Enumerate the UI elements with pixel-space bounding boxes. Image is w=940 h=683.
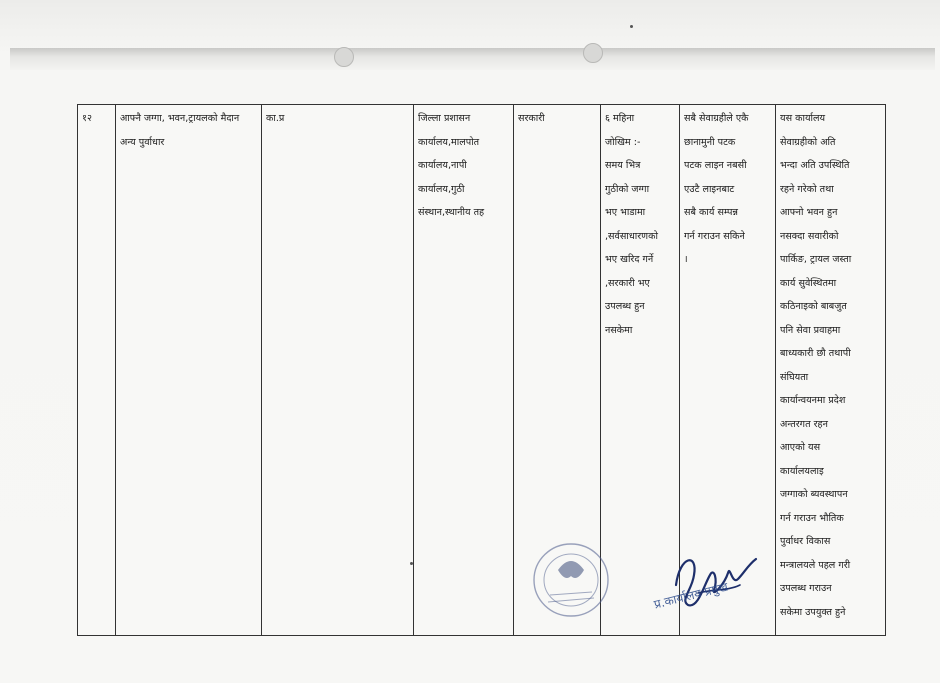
remarks-cell xyxy=(776,105,886,636)
office-head-stamp-text: प्र.कार्यालय प्रमुख xyxy=(652,579,730,612)
scan-speck xyxy=(410,562,413,565)
scan-speck xyxy=(630,25,633,28)
subject-text: आफ्नै जग्गा, भवन,ट्रायलको मैदान अन्य पुर्वाधार xyxy=(120,113,240,148)
serial-number: १२ xyxy=(82,113,92,124)
remarks-text: यस कार्यालय सेवाग्रहीको अति भन्दा अति उपस्थिति रहने गरेको तथा आफ्नो भवन हुन नसक्दा सवारीको पार्किङ, ट्रायल जस्ता कार्य सुवेस्थितमा कठिनाइको बाबजुत पनि सेवा प्रवाहमा बाध्यकारी छौ तथापी संघियता कार्यान्वयनमा प्रदेश अन्तरगत रहन आएको यस कार्यालयलाइ जग्गाको ब्यवस्थापन गर्न गराउन भौतिक पुर्वाधर विकास मन्त्रालयले पहल गरी उपलब्ध गराउन सकेमा उपयुक्त हुने xyxy=(780,113,852,618)
punch-hole-left xyxy=(334,47,354,67)
code-cell xyxy=(262,105,414,636)
impact-text: सबै सेवाग्रहीले एकै छानामुनी पटक पटक लाइन नबसी एउटै लाइनबाट सबै कार्य सम्पन्न गर्न गराउन सकिने । xyxy=(684,113,749,265)
type-text: सरकारी xyxy=(518,113,545,124)
subject-cell xyxy=(116,105,262,636)
serial-cell xyxy=(78,105,116,636)
scan-shadow-band xyxy=(10,48,935,70)
risk-text: ६ महिना जोखिम :- समय भित्र गुठीको जग्गा भए भाडामा ,सर्वसाधारणको भए खरिद गर्ने ,सरकारी भए उपलब्ध हुन नसकेमा xyxy=(605,113,658,336)
code-text: का.प्र xyxy=(266,113,285,124)
office-seal-stamp xyxy=(530,540,612,620)
responsible-cell xyxy=(414,105,514,636)
responsible-text: जिल्ला प्रशासन कार्यालय,मालपोत कार्यालय,नापी कार्यालय,गुठी संस्थान,स्थानीय तह xyxy=(418,113,485,218)
punch-hole-right xyxy=(583,43,603,63)
